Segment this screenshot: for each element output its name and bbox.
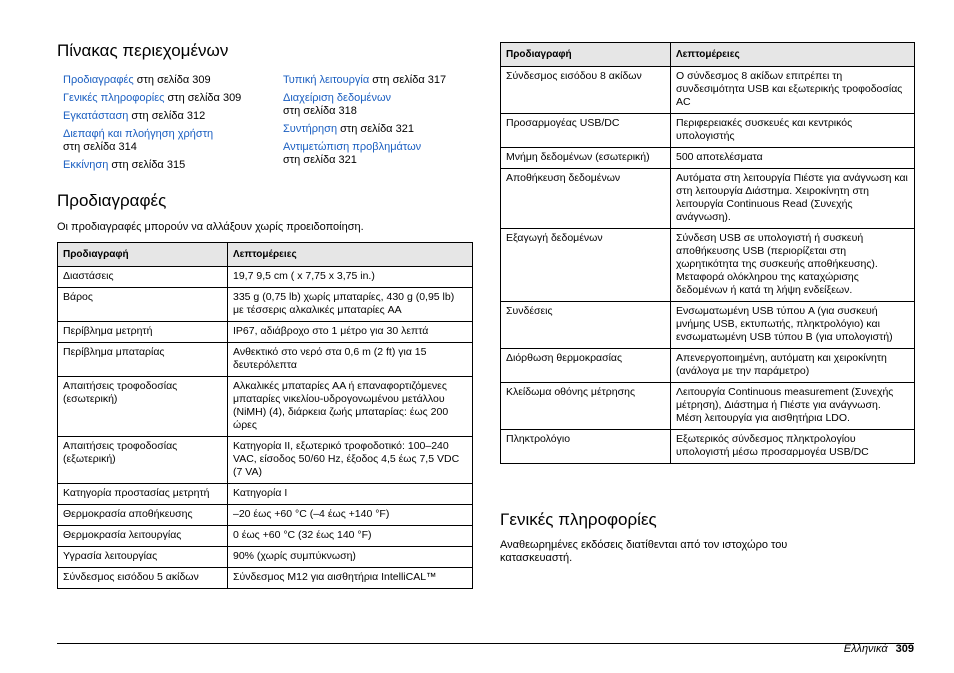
table-row — [58, 343, 473, 377]
spec-cell: Κατηγορία προστασίας μετρητή — [58, 484, 228, 505]
table-row — [58, 322, 473, 343]
table-row — [58, 505, 473, 526]
spec-cell: Αποθήκευση δεδομένων — [501, 169, 671, 229]
toc-page-ref: στη σελίδα 315 — [108, 159, 186, 171]
table-row — [58, 288, 473, 322]
table-header-row — [58, 243, 473, 267]
spec-cell: Σύνδεσμος εισόδου 8 ακίδων — [501, 67, 671, 114]
detail-cell: 335 g (0,75 lb) χωρίς μπαταρίες, 430 g (0,95 lb) με τέσσερις αλκαλικές μπαταρίες AA — [228, 288, 473, 322]
detail-cell: Κατηγορία II, εξωτερικό τροφοδοτικό: 100–240 VAC, είσοδος 50/60 Hz, έξοδος 4,5 έως 7,5 VDC (7 VA) — [228, 437, 473, 484]
table-row — [501, 349, 915, 383]
column-header-details: Λεπτομέρειες — [671, 43, 915, 67]
general-heading: Γενικές πληροφορίες — [500, 510, 657, 529]
spec-cell: Συνδέσεις — [501, 302, 671, 349]
toc-entry[interactable] — [63, 92, 278, 105]
detail-cell: Απενεργοποιημένη, αυτόματη και χειροκίνητη (ανάλογα με την παράμετρο) — [671, 349, 915, 383]
spec-cell: Απαιτήσεις τροφοδοσίας (εξωτερική) — [58, 437, 228, 484]
table-row — [501, 148, 915, 169]
page-number: 309 — [895, 643, 914, 655]
detail-cell: IP67, αδιάβροχο στο 1 μέτρο για 30 λεπτά — [228, 322, 473, 343]
table-row — [58, 437, 473, 484]
detail-cell: Εξωτερικός σύνδεσμος πληκτρολογίου υπολογιστή μέσω προσαρμογέα USB/DC — [671, 430, 915, 464]
toc-page-ref: στη σελίδα 309 — [133, 74, 211, 86]
spec-cell: Πληκτρολόγιο — [501, 430, 671, 464]
table-row — [58, 377, 473, 437]
spec-cell: Θερμοκρασία αποθήκευσης — [58, 505, 228, 526]
spec-cell: Βάρος — [58, 288, 228, 322]
spec-cell: Περίβλημα μπαταρίας — [58, 343, 228, 377]
toc-page-ref: στη σελίδα 312 — [128, 110, 206, 122]
table-row — [501, 302, 915, 349]
detail-cell: 0 έως +60 °C (32 έως 140 °F) — [228, 526, 473, 547]
detail-cell: Σύνδεση USB σε υπολογιστή ή συσκευή αποθήκευσης USB (περιορίζεται στη χωρητικότητα της συσκευής αποθήκευσης). Μεταφορά ολόκληρου της καταχώρισης δεδομένων ή κατά τη λήψη ενδείξεων. — [671, 229, 915, 302]
toc-link[interactable]: Αντιμετώπιση προβλημάτων — [283, 141, 422, 153]
toc-entry[interactable] — [63, 110, 278, 123]
detail-cell: Λειτουργία Continuous measurement (Συνεχής μέτρηση), Διάστημα ή Πιέστε για ανάγνωση. Μέση λειτουργία για αισθητήρια LDO. — [671, 383, 915, 430]
detail-cell: 19,7 9,5 cm ( x 7,75 x 3,75 in.) — [228, 267, 473, 288]
detail-cell: Αλκαλικές μπαταρίες AA ή επαναφορτιζόμενες μπαταρίες νικελίου-υδρογονωμένου μετάλλου (NiMH) (4), διάρκεια ζωής μπαταρίας: έως 200 ώρες — [228, 377, 473, 437]
toc-entry[interactable] — [63, 74, 278, 87]
specs-heading: Προδιαγραφές — [57, 191, 167, 210]
specs-intro: Οι προδιαγραφές μπορούν να αλλάξουν χωρίς προειδοποίηση. — [57, 221, 364, 233]
table-row — [501, 430, 915, 464]
detail-cell: 90% (χωρίς συμπύκνωση) — [228, 547, 473, 568]
toc-entry[interactable] — [283, 123, 473, 136]
toc-link[interactable]: Εγκατάσταση — [63, 110, 129, 122]
table-row — [501, 383, 915, 430]
table-row — [58, 526, 473, 547]
spec-cell: Προσαρμογέας USB/DC — [501, 114, 671, 148]
general-text: Αναθεωρημένες εκδόσεις διατίθενται από τον ιστοχώρο του κατασκευαστή. — [500, 539, 788, 564]
spec-cell: Απαιτήσεις τροφοδοσίας (εσωτερική) — [58, 377, 228, 437]
detail-cell: Ο σύνδεσμος 8 ακίδων επιτρέπει τη συνδεσιμότητα USB και εξωτερικής τροφοδοσίας AC — [671, 67, 915, 114]
spec-cell: Περίβλημα μετρητή — [58, 322, 228, 343]
toc-entry[interactable] — [63, 128, 278, 154]
spec-cell: Μνήμη δεδομένων (εσωτερική) — [501, 148, 671, 169]
detail-cell: Σύνδεσμος M12 για αισθητήρια IntelliCAL™ — [228, 568, 473, 589]
spec-cell: Κλείδωμα οθόνης μέτρησης — [501, 383, 671, 430]
spec-cell: Εξαγωγή δεδομένων — [501, 229, 671, 302]
spec-cell: Σύνδεσμος εισόδου 5 ακίδων — [58, 568, 228, 589]
toc-link[interactable]: Προδιαγραφές — [63, 74, 134, 86]
toc-entry[interactable] — [283, 92, 473, 118]
toc-link[interactable]: Διαχείριση δεδομένων — [283, 92, 392, 104]
footer-divider — [57, 643, 914, 644]
toc-link[interactable]: Διεπαφή και πλοήγηση χρήστη — [63, 128, 214, 140]
table-row — [58, 484, 473, 505]
toc-page-ref: στη σελίδα 309 — [164, 92, 242, 104]
footer-language: Ελληνικά — [843, 643, 888, 655]
toc-page-ref: στη σελίδα 318 — [283, 105, 357, 117]
spec-table-left — [57, 242, 473, 589]
toc-page-ref: στη σελίδα 317 — [369, 74, 447, 86]
table-row — [58, 267, 473, 288]
toc-page-ref: στη σελίδα 321 — [337, 123, 414, 135]
detail-cell: Περιφερειακές συσκευές και κεντρικός υπολογιστής — [671, 114, 915, 148]
detail-cell: 500 αποτελέσματα — [671, 148, 915, 169]
toc-entry[interactable] — [283, 74, 473, 87]
toc-page-ref: στη σελίδα 314 — [63, 141, 137, 153]
spec-cell: Θερμοκρασία λειτουργίας — [58, 526, 228, 547]
column-header-spec: Προδιαγραφή — [501, 43, 671, 67]
toc-entry[interactable] — [283, 141, 473, 167]
spec-cell: Διόρθωση θερμοκρασίας — [501, 349, 671, 383]
toc-left-column — [63, 74, 278, 177]
toc-link[interactable]: Συντήρηση — [283, 123, 338, 135]
table-row — [501, 169, 915, 229]
column-header-spec: Προδιαγραφή — [58, 243, 228, 267]
detail-cell: Ενσωματωμένη USB τύπου A (για συσκευή μνήμης USB, εκτυπωτής, πληκτρολόγιο) και ενσωματωμένη USB τύπου B (για υπολογιστή) — [671, 302, 915, 349]
table-row — [501, 114, 915, 148]
spec-cell: Διαστάσεις — [58, 267, 228, 288]
table-row — [501, 67, 915, 114]
detail-cell: Κατηγορία I — [228, 484, 473, 505]
toc-link[interactable]: Γενικές πληροφορίες — [63, 92, 165, 104]
toc-page-ref: στη σελίδα 321 — [283, 154, 357, 166]
table-header-row — [501, 43, 915, 67]
column-header-details: Λεπτομέρειες — [228, 243, 473, 267]
page-footer — [844, 642, 914, 656]
detail-cell: Ανθεκτικό στο νερό στα 0,6 m (2 ft) για 15 δευτερόλεπτα — [228, 343, 473, 377]
table-row — [501, 229, 915, 302]
toc-link[interactable]: Τυπική λειτουργία — [283, 74, 370, 86]
detail-cell: –20 έως +60 °C (–4 έως +140 °F) — [228, 505, 473, 526]
toc-right-column — [283, 74, 473, 172]
spec-table-right — [500, 42, 915, 464]
table-row — [58, 547, 473, 568]
spec-cell: Υγρασία λειτουργίας — [58, 547, 228, 568]
toc-link[interactable]: Εκκίνηση — [63, 159, 109, 171]
detail-cell: Αυτόματα στη λειτουργία Πιέστε για ανάγνωση και στη λειτουργία Διάστημα. Χειροκίνητη στη λειτουργία Continuous Read (Συνεχής ανάγνωση). — [671, 169, 915, 229]
toc-entry[interactable] — [63, 159, 278, 172]
table-row — [58, 568, 473, 589]
toc-heading: Πίνακας περιεχομένων — [57, 41, 229, 60]
